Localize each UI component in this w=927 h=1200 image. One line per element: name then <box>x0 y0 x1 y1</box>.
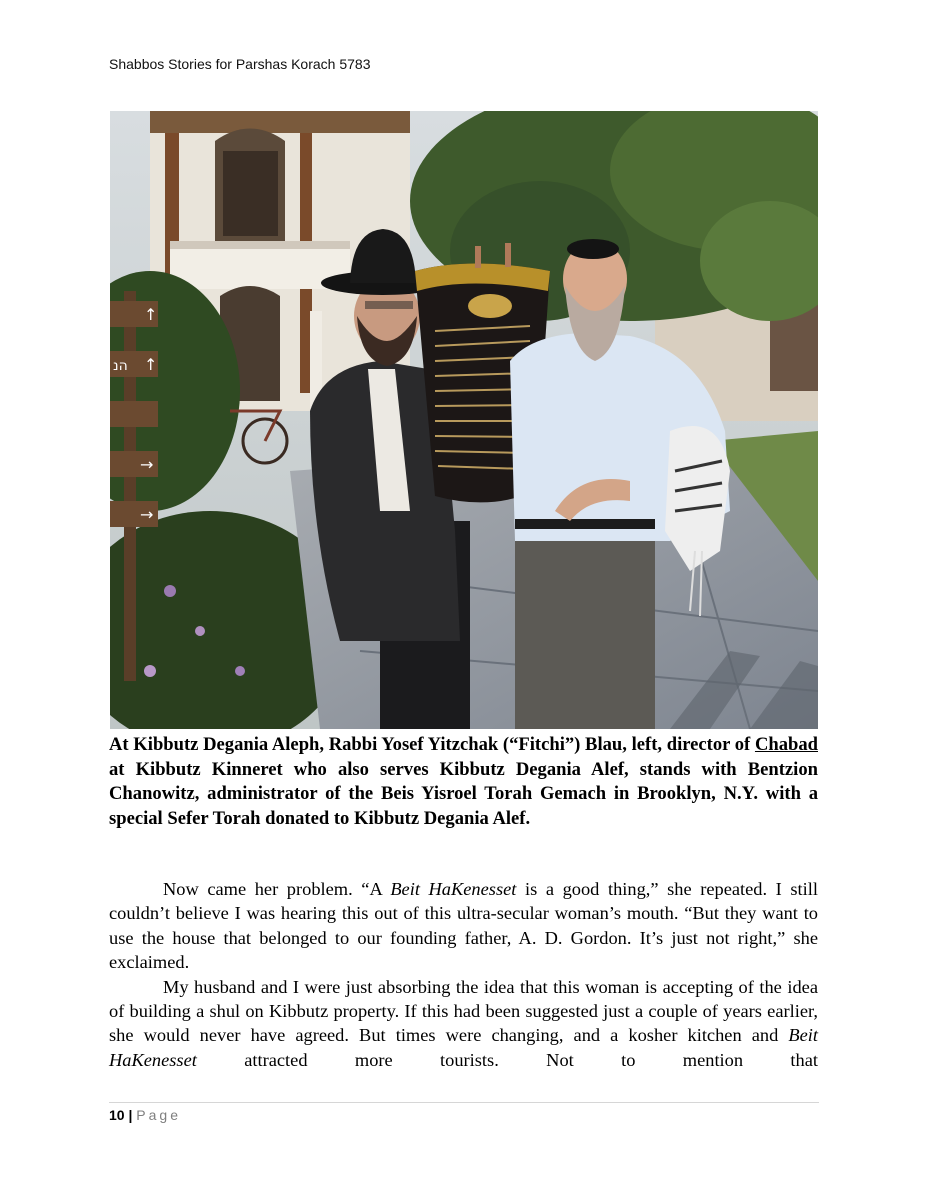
svg-text:↑: ↑ <box>144 355 158 374</box>
caption-text-start: At Kibbutz Degania Aleph, Rabbi Yosef Yitzchak (“Fitchi”) Blau, left, director of <box>109 734 755 755</box>
p2-text-end: attracted more tourists. Not to mention that <box>196 1049 818 1070</box>
photo-caption <box>109 733 818 831</box>
caption-text-end: at Kibbutz Kinneret who also serves Kibbutz Degania Alef, stands with Bentzion Chanowitz, administrator of the Beis Yisroel Torah Gemach in Brooklyn, N.Y. with a special Sefer Torah donated to Kibbutz Degania Alef. <box>109 758 818 829</box>
footer-separator: | <box>124 1107 137 1123</box>
page-label: Page <box>136 1107 181 1123</box>
running-header: Shabbos Stories for Parshas Korach 5783 <box>109 56 371 72</box>
paragraph-1 <box>109 877 818 975</box>
p1-italic-term: Beit HaKenesset <box>390 879 517 899</box>
page-footer <box>109 1107 181 1123</box>
p2-text-start: My husband and I were just absorbing the idea that this woman is accepting of the idea of building a shul on Kibbutz property. If this had been suggested just a couple of years earlier, she would never have agreed. But times were changing, and a kosher kitchen and <box>109 976 818 1046</box>
page-number: 10 <box>109 1107 125 1123</box>
svg-text:→: → <box>140 505 154 524</box>
chabad-link[interactable]: Chabad <box>754 734 818 755</box>
p1-text-end: is a good thing,” she repeated. I still couldn’t believe I was hearing this out of this ultra-secular woman’s mouth. “But they want to use the house that belonged to our founding father, A. D. Gordon. It’s just not right,” she exclaimed. <box>109 879 818 973</box>
sign-hebrew-text: הנ <box>113 358 128 374</box>
p1-text-start: Now came her problem. “A <box>163 879 391 899</box>
svg-text:→: → <box>140 455 154 474</box>
svg-text:↑: ↑ <box>144 305 158 324</box>
paragraph-2 <box>109 975 818 1073</box>
body-text <box>109 877 818 1072</box>
footer-divider <box>109 1102 819 1103</box>
p2-italic-term: Beit HaKenesset <box>109 1025 818 1070</box>
photo-rabbis-with-torah <box>110 111 818 729</box>
